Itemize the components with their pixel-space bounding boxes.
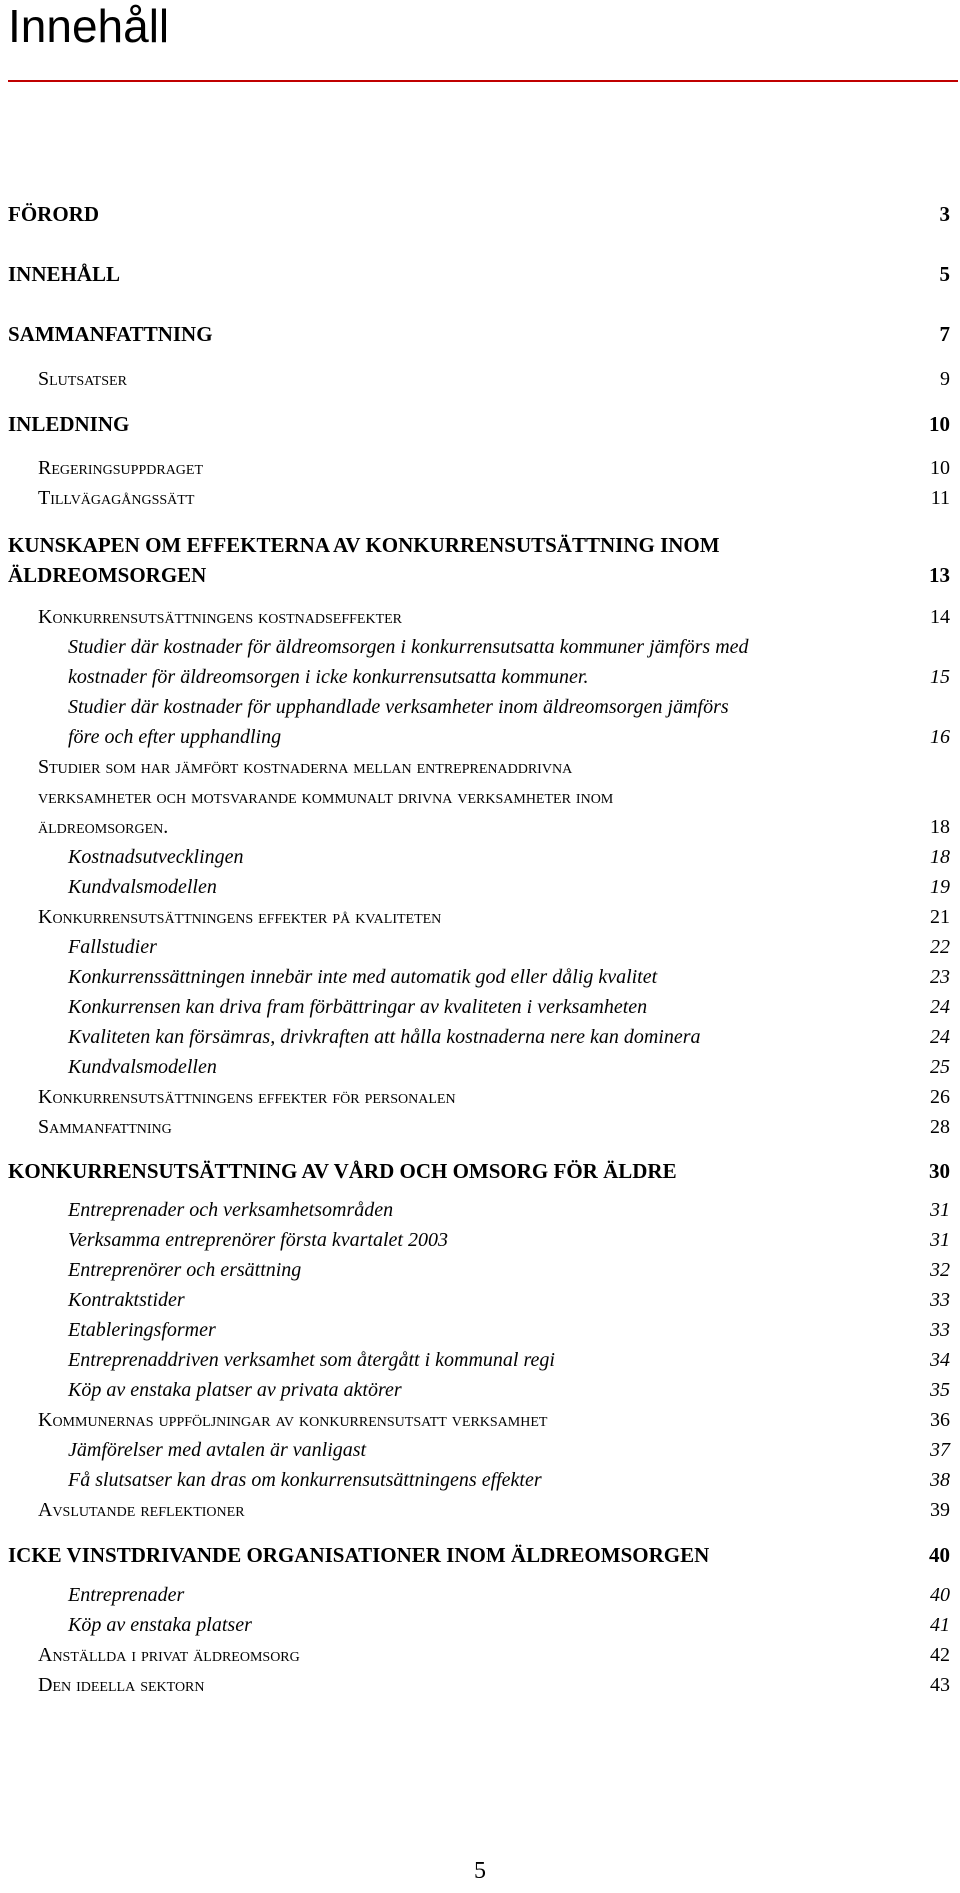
toc-entry-title: Jämförelser med avtalen är vanligast [68, 1439, 367, 1461]
toc-entry-title: INLEDNING [8, 412, 130, 436]
toc-entry-title: Kommunernas uppföljningar av konkurrensutsatt verksamhet [38, 1409, 548, 1431]
toc-entry-title: Den ideella sektorn [38, 1674, 205, 1696]
page-title: Innehåll [8, 0, 170, 52]
toc-entry-title: Regeringsuppdraget [38, 457, 204, 479]
toc-entry-page: 14 [930, 606, 950, 628]
toc-entry-page: 7 [939, 322, 950, 346]
toc-entry-title: Entreprenader [68, 1584, 185, 1606]
toc-entry-title: Sammanfattning [38, 1116, 172, 1138]
toc-entry-page: 24 [930, 1026, 950, 1048]
toc-entry-title: Avslutande reflektioner [38, 1499, 245, 1521]
toc-entry-page: 32 [930, 1259, 950, 1281]
toc-entry-title: Studier som har jämfört kostnaderna mellan entreprenaddrivna [38, 756, 573, 778]
toc-entry-page: 24 [930, 996, 950, 1018]
toc-entry-title: Konkurrensutsättningens effekter på kvaliteten [38, 906, 442, 928]
toc-entry-title: Studier där kostnader för upphandlade verksamheter inom äldreomsorgen jämförs [68, 696, 729, 718]
toc-entry-title: KONKURRENSUTSÄTTNING AV VÅRD OCH OMSORG FÖR ÄLDRE [8, 1159, 677, 1183]
toc-entry-page: 36 [930, 1409, 950, 1431]
toc-entry-page: 40 [929, 1543, 950, 1567]
toc-entry-page: 16 [930, 726, 950, 748]
toc-entry-page: 23 [930, 966, 950, 988]
toc-entry-page: 15 [930, 666, 950, 688]
toc-entry-page: 10 [929, 412, 950, 436]
toc-entry-page: 18 [930, 816, 950, 838]
toc-entry-page: 18 [930, 846, 950, 868]
toc-entry-page: 40 [930, 1584, 950, 1606]
toc-entry-title: Få slutsatser kan dras om konkurrensutsättningens effekter [68, 1469, 542, 1491]
toc-entry-page: 38 [930, 1469, 950, 1491]
toc-entry-title: Entreprenader och verksamhetsområden [68, 1199, 394, 1221]
toc-entry-title: Konkurrensen kan driva fram förbättringar av kvaliteten i verksamheten [68, 996, 648, 1018]
toc-entry-page: 22 [930, 936, 950, 958]
toc-entry-title: före och efter upphandling [68, 726, 282, 748]
page-number: 5 [474, 1858, 486, 1884]
toc-entry-page: 21 [930, 906, 950, 928]
toc-entry-title: verksamheter och motsvarande kommunalt drivna verksamheter inom [38, 786, 614, 808]
toc-entry-page: 11 [930, 487, 950, 509]
toc-entry-title: äldreomsorgen. [38, 816, 169, 838]
toc-entry-title: INNEHÅLL [8, 262, 121, 286]
toc-entry-title: Konkurrenssättningen innebär inte med automatik god eller dålig kvalitet [68, 966, 658, 988]
toc-entry-title: Kvaliteten kan försämras, drivkraften att hålla kostnaderna nere kan dominera [68, 1026, 701, 1048]
toc-entry-title: Verksamma entreprenörer första kvartalet 2003 [68, 1229, 448, 1251]
toc-entry-page: 43 [930, 1674, 950, 1696]
toc-entry-page: 25 [930, 1056, 950, 1078]
toc-entry-title: Slutsatser [38, 368, 127, 390]
toc-entry-page: 42 [930, 1644, 950, 1666]
toc-entry-title: Kostnadsutvecklingen [68, 846, 244, 868]
toc-entry-title: Kundvalsmodellen [68, 1056, 217, 1078]
toc-entry-title: Entreprenaddriven verksamhet som återgått i kommunal regi [68, 1349, 555, 1371]
toc-entry-page: 26 [930, 1086, 950, 1108]
toc-entry-title: FÖRORD [8, 202, 99, 226]
toc-entry-page: 10 [930, 457, 950, 479]
toc-entry-title: Konkurrensutsättningens kostnadseffekter [38, 606, 403, 628]
toc-entry-page: 39 [930, 1499, 950, 1521]
toc-entry-title: SAMMANFATTNING [8, 322, 213, 346]
toc-entry-title: Studier där kostnader för äldreomsorgen i konkurrensutsatta kommuner jämförs med [68, 636, 749, 658]
toc-entry-page: 35 [930, 1379, 950, 1401]
toc-entry-page: 33 [930, 1319, 950, 1341]
title-underline [8, 80, 958, 82]
toc-entry-page: 9 [940, 368, 950, 390]
toc-entry-page: 37 [930, 1439, 950, 1461]
toc-entry-title: KUNSKAPEN OM EFFEKTERNA AV KONKURRENSUTSÄTTNING INOM [8, 533, 720, 557]
toc-entry-title: kostnader för äldreomsorgen i icke konkurrensutsatta kommuner. [68, 666, 589, 688]
toc-entry-title: Köp av enstaka platser [68, 1614, 252, 1636]
toc-entry-title: Tillvägagångssätt [38, 487, 195, 509]
toc-entry-page: 13 [929, 563, 950, 587]
toc-entry-title: Anställda i privat äldreomsorg [38, 1644, 300, 1666]
toc-entry-page: 31 [930, 1229, 950, 1251]
toc-entry-page: 33 [930, 1289, 950, 1311]
toc-entry-title: Köp av enstaka platser av privata aktörer [68, 1379, 402, 1401]
toc-entry-title: Konkurrensutsättningens effekter för personalen [38, 1086, 456, 1108]
toc-entry-title: Entreprenörer och ersättning [68, 1259, 302, 1281]
toc-entry-page: 3 [939, 202, 950, 226]
toc-entry-title: Kundvalsmodellen [68, 876, 217, 898]
toc-entry-title: ICKE VINSTDRIVANDE ORGANISATIONER INOM ÄLDREOMSORGEN [8, 1543, 710, 1567]
toc-entry-page: 28 [930, 1116, 950, 1138]
toc-entry-page: 30 [929, 1159, 950, 1183]
toc-entry-page: 31 [930, 1199, 950, 1221]
toc-entry-page: 5 [939, 262, 950, 286]
toc-entry-page: 34 [930, 1349, 950, 1371]
toc-entry-title: Kontraktstider [68, 1289, 185, 1311]
toc-entry-page: 41 [930, 1614, 950, 1636]
toc-entry-title: ÄLDREOMSORGEN [8, 563, 207, 587]
toc-entry-title: Etableringsformer [68, 1319, 216, 1341]
toc-entry-page: 19 [930, 876, 950, 898]
toc-entry-title: Fallstudier [68, 936, 157, 958]
